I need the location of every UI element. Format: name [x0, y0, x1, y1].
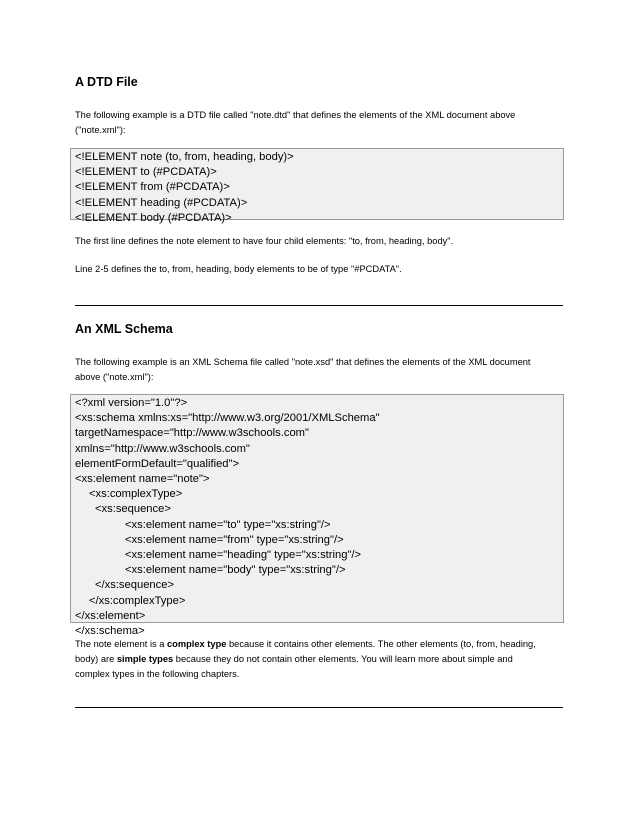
schema-explanation-line [75, 652, 555, 667]
schema-intro-paragraph [75, 355, 555, 385]
code-line: <!ELEMENT from (#PCDATA)> [75, 181, 230, 194]
code-line: <xs:schema xmlns:xs="http://www.w3.org/2001/XMLSchema" [75, 412, 380, 425]
schema-code-block [70, 394, 564, 638]
code-line: <xs:sequence> [95, 503, 171, 516]
code-line: <!ELEMENT note (to, from, heading, body)> [75, 151, 294, 163]
schema-explanation-paragraph [75, 637, 555, 682]
schema-explanation-line: complex types in the following chapters. [75, 669, 240, 679]
code-line: </xs:sequence> [95, 579, 174, 592]
code-line: <!ELEMENT to (#PCDATA)> [75, 166, 217, 179]
schema-explanation-line [75, 637, 555, 652]
code-line: <?xml version="1.0"?> [75, 397, 188, 409]
dtd-section-title: A DTD File [75, 75, 138, 89]
dtd-code-block [70, 148, 564, 224]
code-line: <xs:complexType> [89, 488, 183, 501]
section-divider [75, 707, 563, 708]
code-line: <xs:element name="from" type="xs:string"/> [125, 533, 344, 546]
explanation-text: body) are [75, 654, 117, 664]
code-line: <!ELEMENT heading (#PCDATA)> [75, 196, 248, 209]
explanation-text: because it contains other elements. The other elements (to, from, heading, [226, 639, 536, 649]
explanation-text: because they do not contain other elements. You will learn more about simple and [173, 654, 513, 664]
code-line: elementFormDefault="qualified"> [75, 457, 240, 470]
schema-section-title: An XML Schema [75, 322, 173, 336]
code-line: targetNamespace="http://www.w3schools.com" [75, 427, 309, 440]
code-line: <xs:element name="note"> [75, 473, 210, 486]
explanation-text: The note element is a [75, 639, 167, 649]
code-line: <xs:element name="body" type="xs:string"/> [125, 564, 346, 577]
code-line: </xs:schema> [75, 625, 145, 638]
code-line: </xs:element> [75, 609, 146, 622]
code-line: xmlns="http://www.w3schools.com" [75, 442, 250, 455]
dtd-intro-paragraph [75, 108, 555, 138]
section-divider [75, 305, 563, 306]
dtd-explanation-1: The first line defines the note element to have four child elements: "to, from, heading, body". [75, 236, 454, 246]
code-line: </xs:complexType> [89, 594, 186, 607]
schema-intro-line: above ("note.xml"): [75, 372, 154, 382]
simple-types-term: simple types [116, 654, 174, 664]
code-line: <xs:element name="to" type="xs:string"/> [125, 518, 331, 531]
code-line: <xs:element name="heading" type="xs:string"/> [125, 549, 362, 562]
code-line: <!ELEMENT body (#PCDATA)> [75, 211, 232, 224]
complex-type-term: complex type [167, 639, 227, 649]
dtd-explanation-2: Line 2-5 defines the to, from, heading, body elements to be of type "#PCDATA". [75, 264, 402, 274]
dtd-intro-line: The following example is a DTD file called "note.dtd" that defines the elements of the XML document above [75, 110, 516, 120]
dtd-intro-line: ("note.xml"): [75, 125, 126, 135]
schema-intro-line: The following example is an XML Schema file called "note.xsd" that defines the elements of the XML document [75, 357, 531, 367]
